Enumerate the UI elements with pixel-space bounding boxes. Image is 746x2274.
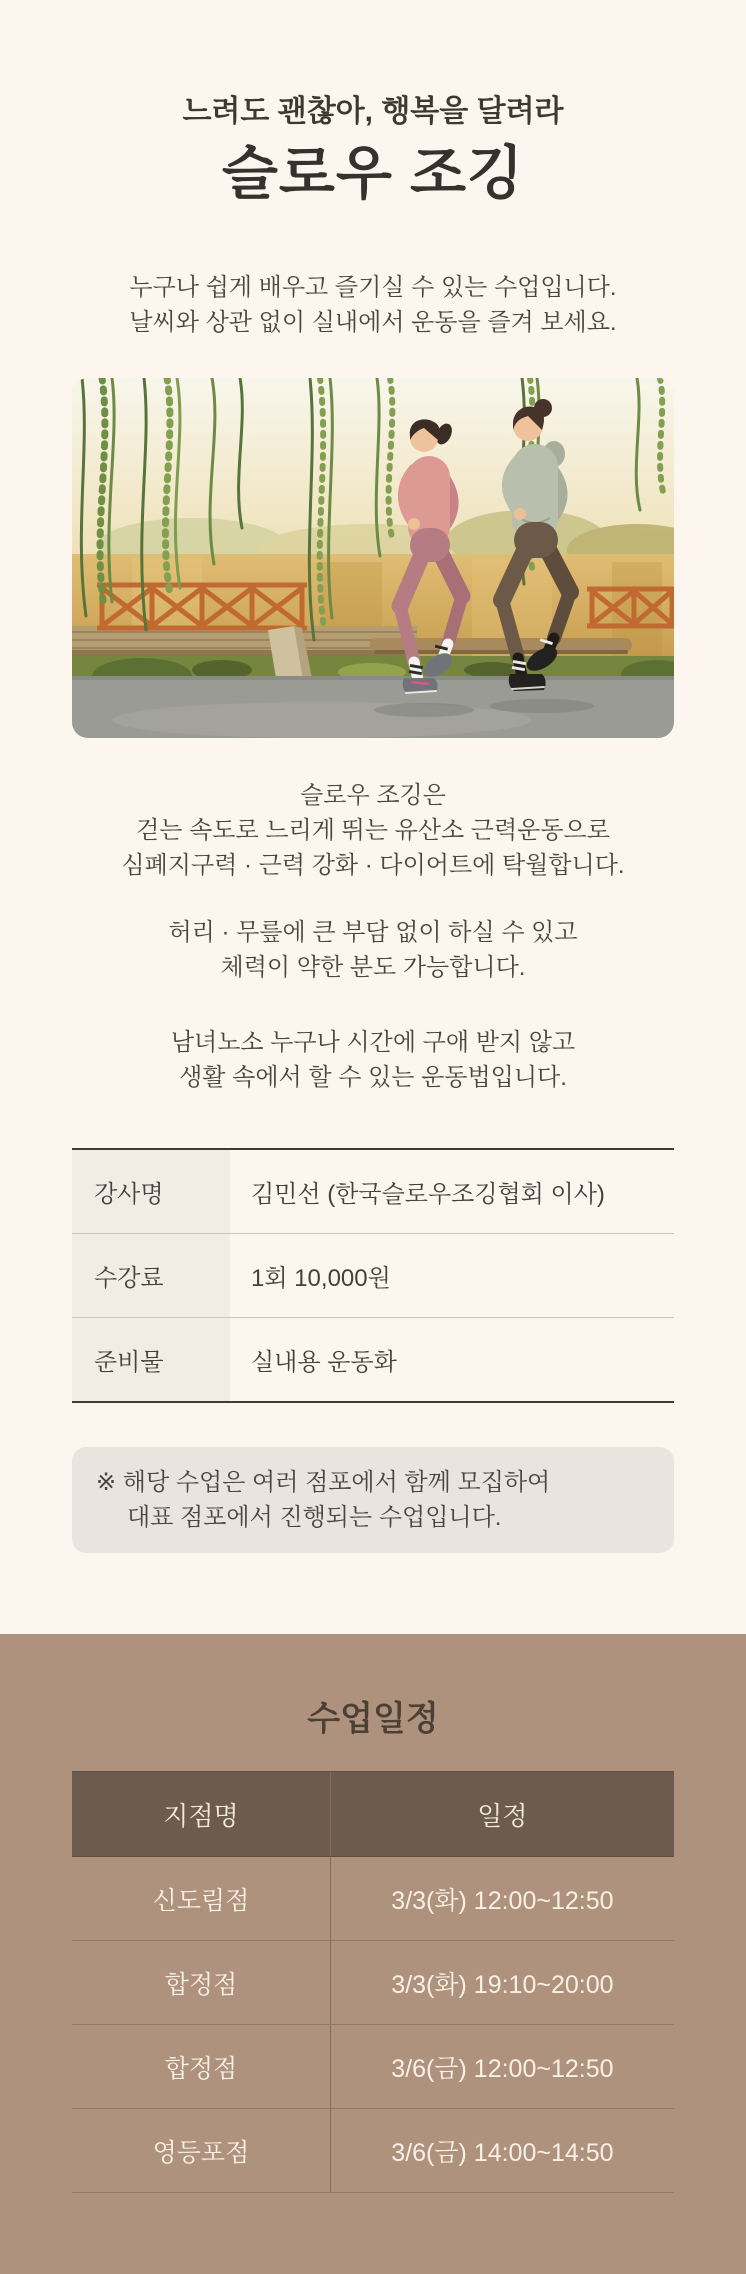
branch-name: 합정점	[72, 2025, 331, 2108]
desc-line: 생활 속에서 할 수 있는 운동법입니다.	[179, 1064, 567, 1091]
info-row-instructor	[72, 1150, 674, 1233]
schedule-title: 수업일정	[307, 1700, 439, 1738]
desc-line: 남녀노소 누구나 시간에 구애 받지 않고	[170, 1029, 576, 1056]
schedule-col-branch: 지점명	[72, 1772, 331, 1856]
branch-name: 합정점	[72, 1941, 331, 2024]
desc-line: 슬로우 조깅은	[300, 782, 446, 809]
description-paragraph-1	[72, 778, 674, 883]
schedule-header-row	[72, 1771, 674, 1857]
branch-name: 신도림점	[72, 1857, 331, 1940]
info-row-supplies	[72, 1317, 674, 1401]
desc-line: 체력이 약한 분도 가능합니다.	[220, 954, 526, 981]
info-label: 강사명	[72, 1150, 230, 1233]
description-paragraph-3	[72, 1025, 674, 1095]
info-row-fee	[72, 1233, 674, 1317]
class-title: 슬로우 조깅	[221, 141, 525, 206]
notice-line: ※ 해당 수업은 여러 점포에서 함께 모집하여	[96, 1469, 551, 1496]
desc-line: 심폐지구력 · 근력 강화 · 다이어트에 탁월합니다.	[121, 852, 625, 879]
joggers-photo-illustration	[72, 378, 674, 738]
info-label: 수강료	[72, 1234, 230, 1317]
desc-line: 허리 · 무릎에 큰 부담 없이 하실 수 있고	[168, 919, 578, 946]
desc-line: 걷는 속도로 느리게 뛰는 유산소 근력운동으로	[136, 817, 610, 844]
runner-shadow	[374, 703, 474, 717]
intro-line: 날씨와 상관 없이 실내에서 운동을 즐겨 보세요.	[129, 309, 617, 336]
schedule-table	[72, 1771, 674, 2193]
intro-line: 누구나 쉽게 배우고 즐기실 수 있는 수업입니다.	[129, 274, 617, 301]
hero-tagline: 느려도 괜찮아, 행복을 달려라	[182, 95, 564, 128]
schedule-col-time: 일정	[477, 1800, 528, 1831]
class-time: 3/6(금) 12:00~12:50	[391, 2054, 614, 2083]
info-value: 김민선 (한국슬로우조깅협회 이사)	[251, 1181, 605, 1208]
info-label: 준비물	[72, 1318, 230, 1401]
class-info-table	[72, 1148, 674, 1403]
schedule-section	[0, 1634, 746, 2274]
class-time: 3/3(화) 19:10~20:00	[391, 1970, 614, 1999]
wooden-deck	[72, 626, 417, 658]
schedule-row	[72, 1857, 674, 1941]
schedule-row	[72, 2109, 674, 2193]
intro-text	[72, 270, 674, 340]
branch-name: 영등포점	[72, 2109, 331, 2192]
info-value: 실내용 운동화	[251, 1349, 397, 1376]
joggers-photo	[72, 378, 674, 738]
runner-shadow	[490, 699, 594, 713]
schedule-row	[72, 1941, 674, 2025]
description-paragraph-2	[72, 915, 674, 985]
class-time: 3/6(금) 14:00~14:50	[391, 2138, 614, 2167]
schedule-row	[72, 2025, 674, 2109]
class-time: 3/3(화) 12:00~12:50	[391, 1886, 614, 1915]
info-value: 1회 10,000원	[251, 1265, 391, 1292]
notice-line: 대표 점포에서 진행되는 수업입니다.	[127, 1504, 502, 1531]
notice-box	[72, 1447, 674, 1553]
